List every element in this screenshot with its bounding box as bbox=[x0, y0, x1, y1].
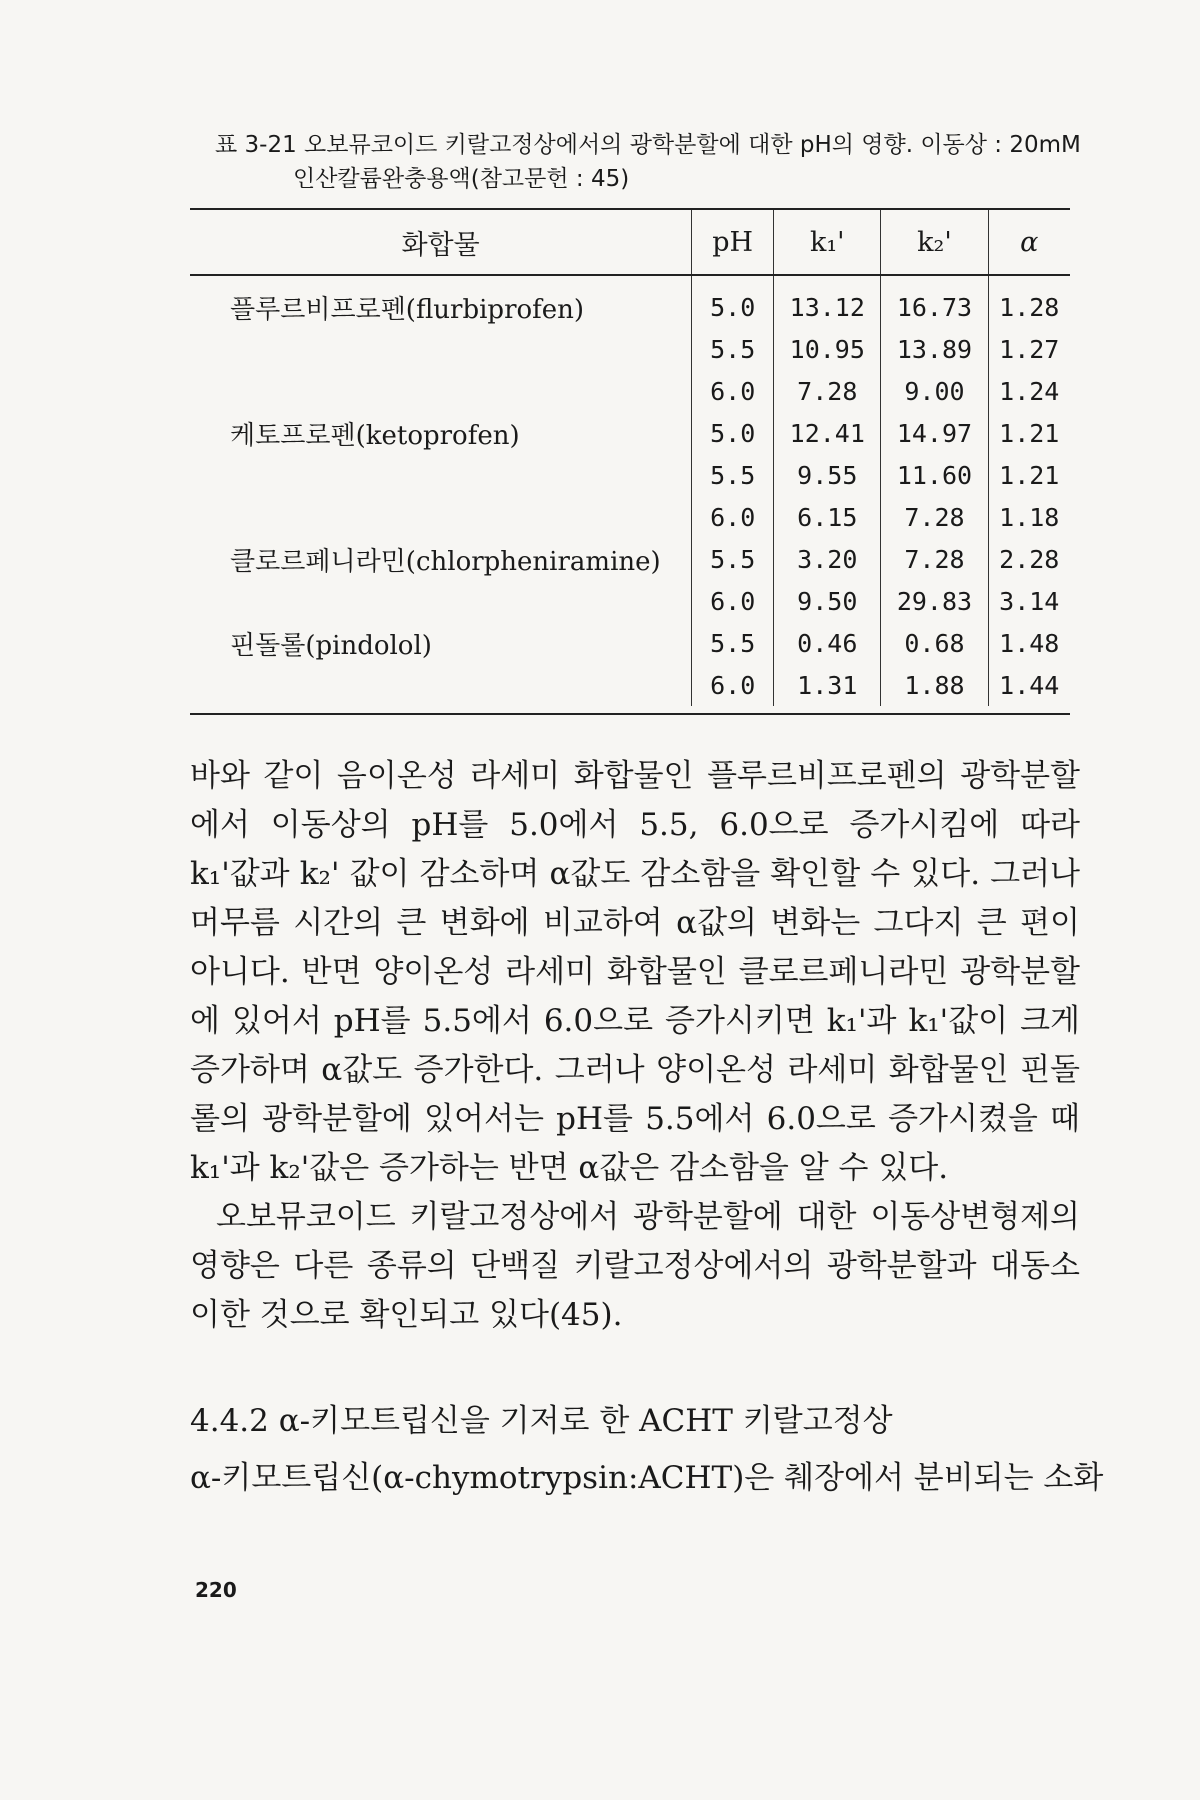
cell-k2: 0.68 bbox=[881, 622, 988, 664]
cell-alpha: 1.24 bbox=[988, 370, 1070, 412]
cell-k2: 1.88 bbox=[881, 664, 988, 706]
header-k1: k₁' bbox=[774, 210, 881, 275]
cell-compound bbox=[190, 580, 692, 622]
table-row bbox=[190, 496, 1070, 538]
paragraph-1: 바와 같이 음이온성 라세미 화합물인 플루르비프로펜의 광학분할에서 이동상의 pH를 5.0에서 5.5, 6.0으로 증가시킴에 따라 k₁'값과 k₂' 값이 감소하며 α값도 감소함을 확인할 수 있다. 그러나 머무름 시간의 큰 변화에 비교하여 α값의 변화는 그다지 큰 편이 아니다. 반면 양이온성 라세미 화합물인 클로르페니라민 광학분할에 있어서 pH를 5.5에서 6.0으로 증가시키면 k₁'과 k₁'값이 크게 증가하며 α값도 증가한다. 그러나 양이온성 라세미 화합물인 핀돌롤의 광학분할에 있어서는 pH를 5.5에서 6.0으로 증가시켰을 때 k₁'과 k₂'값은 증가하는 반면 α값은 감소함을 알 수 있다. bbox=[190, 758, 1080, 1186]
cell-alpha: 1.21 bbox=[988, 454, 1070, 496]
cell-k2: 7.28 bbox=[881, 496, 988, 538]
caption-line-2: 인산칼륨완충용액(참고문헌 : 45) bbox=[293, 166, 630, 192]
cell-alpha: 1.18 bbox=[988, 496, 1070, 538]
cell-k2: 9.00 bbox=[881, 370, 988, 412]
cell-compound: 클로르페니라민(chlorpheniramine) bbox=[230, 546, 661, 577]
table-row bbox=[190, 580, 1070, 622]
cell-k2: 14.97 bbox=[881, 412, 988, 454]
table-row bbox=[190, 370, 1070, 412]
table-row bbox=[190, 328, 1070, 370]
header-ph: pH bbox=[692, 210, 774, 275]
cell-k1: 7.28 bbox=[774, 370, 881, 412]
cell-k1: 6.15 bbox=[774, 496, 881, 538]
header-k2: k₂' bbox=[881, 210, 988, 275]
cell-compound bbox=[190, 328, 692, 370]
cell-compound: 핀돌롤(pindolol) bbox=[230, 630, 432, 661]
cell-ph: 6.0 bbox=[692, 664, 774, 706]
cell-alpha: 1.21 bbox=[988, 412, 1070, 454]
table-bottom-rule bbox=[190, 713, 1070, 715]
cell-alpha: 3.14 bbox=[988, 580, 1070, 622]
cell-k1: 3.20 bbox=[774, 538, 881, 580]
cell-ph: 5.5 bbox=[692, 328, 774, 370]
cell-ph: 6.0 bbox=[692, 580, 774, 622]
cell-alpha: 1.48 bbox=[988, 622, 1070, 664]
table-row bbox=[190, 538, 1070, 580]
cell-k2: 11.60 bbox=[881, 454, 988, 496]
table-row bbox=[190, 275, 1070, 328]
cell-ph: 5.0 bbox=[692, 412, 774, 454]
cell-k2: 16.73 bbox=[881, 275, 988, 328]
cell-compound bbox=[190, 664, 692, 706]
section-heading: 4.4.2 α-키모트립신을 기저로 한 ACHT 키랄고정상 bbox=[190, 1403, 893, 1439]
cell-compound bbox=[190, 370, 692, 412]
cell-ph: 6.0 bbox=[692, 370, 774, 412]
cell-ph: 6.0 bbox=[692, 496, 774, 538]
table-row bbox=[190, 412, 1070, 454]
cell-alpha: 1.27 bbox=[988, 328, 1070, 370]
cell-k1: 13.12 bbox=[774, 275, 881, 328]
cell-alpha: 1.44 bbox=[988, 664, 1070, 706]
cell-k2: 29.83 bbox=[881, 580, 988, 622]
paragraph-2: 오보뮤코이드 키랄고정상에서 광학분할에 대한 이동상변형제의 영향은 다른 종류의 단백질 키랄고정상에서의 광학분할과 대동소이한 것으로 확인되고 있다(45). bbox=[190, 1199, 1080, 1333]
cell-ph: 5.5 bbox=[692, 622, 774, 664]
header-alpha: α bbox=[988, 210, 1070, 275]
ph-effect-table bbox=[190, 210, 1070, 706]
cell-compound: 케토프로펜(ketoprofen) bbox=[230, 420, 520, 451]
cell-k1: 12.41 bbox=[774, 412, 881, 454]
cell-k1: 9.50 bbox=[774, 580, 881, 622]
cell-compound bbox=[190, 454, 692, 496]
table-row bbox=[190, 454, 1070, 496]
cell-k1: 1.31 bbox=[774, 664, 881, 706]
cell-ph: 5.5 bbox=[692, 454, 774, 496]
table-header-row bbox=[190, 210, 1070, 275]
table-caption bbox=[215, 128, 1115, 196]
cell-k2: 13.89 bbox=[881, 328, 988, 370]
cell-alpha: 1.28 bbox=[988, 275, 1070, 328]
table-row bbox=[190, 664, 1070, 706]
header-compound: 화합물 bbox=[190, 210, 692, 275]
caption-line-1: 표 3-21 오보뮤코이드 키랄고정상에서의 광학분할에 대한 pH의 영향. 이동상 : 20mM bbox=[215, 132, 1081, 158]
cell-ph: 5.5 bbox=[692, 538, 774, 580]
body-text bbox=[190, 752, 1080, 1340]
cell-alpha: 2.28 bbox=[988, 538, 1070, 580]
cell-k1: 0.46 bbox=[774, 622, 881, 664]
cell-k2: 7.28 bbox=[881, 538, 988, 580]
cell-ph: 5.0 bbox=[692, 275, 774, 328]
table-row bbox=[190, 622, 1070, 664]
section-first-line: α-키모트립신(α-chymotrypsin:ACHT)은 췌장에서 분비되는 소화 bbox=[190, 1460, 1104, 1496]
page-number: 220 bbox=[195, 1578, 237, 1602]
cell-compound bbox=[190, 496, 692, 538]
cell-compound: 플루르비프로펜(flurbiprofen) bbox=[230, 294, 585, 325]
cell-k1: 10.95 bbox=[774, 328, 881, 370]
cell-k1: 9.55 bbox=[774, 454, 881, 496]
